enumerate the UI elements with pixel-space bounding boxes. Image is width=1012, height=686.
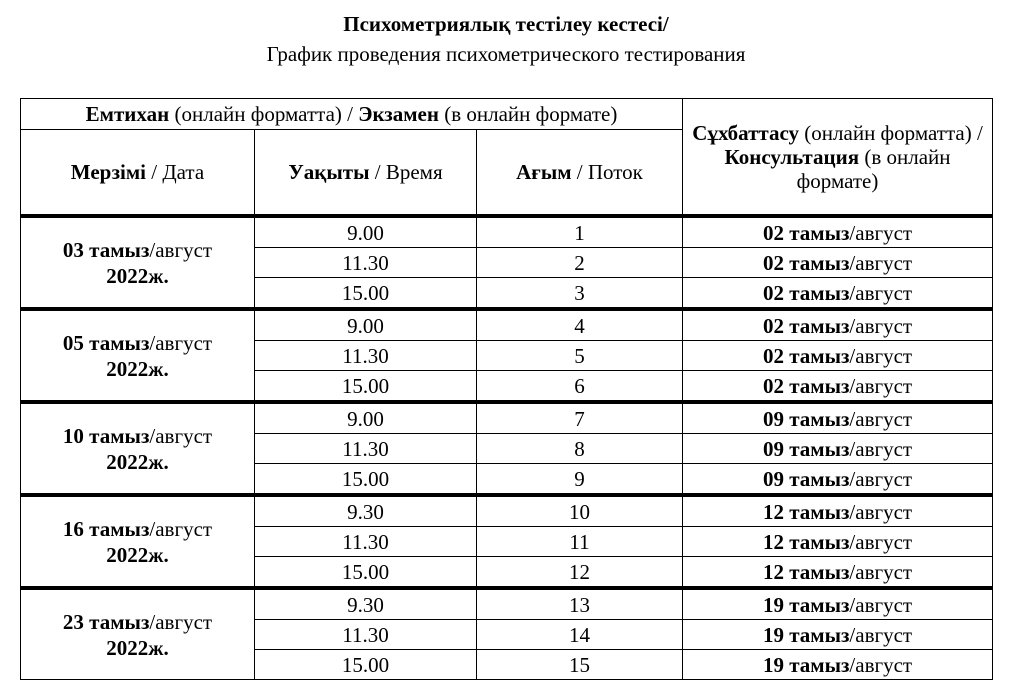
consultation-cell — [683, 402, 993, 434]
date-value: 03 тамыз — [62, 237, 150, 262]
date-suffix: /август — [149, 609, 213, 634]
table-row — [21, 309, 993, 341]
date-suffix: /август — [149, 516, 213, 541]
consultation-date: 12 тамыз — [762, 559, 850, 584]
stream-cell: 13 — [477, 588, 683, 620]
stream-column-header — [477, 130, 683, 217]
consultation-date: 02 тамыз — [762, 280, 850, 305]
consultation-cell — [683, 278, 993, 310]
consultation-suffix: /август — [849, 280, 913, 305]
date-year: 2022ж. — [106, 449, 169, 474]
consultation-date: 12 тамыз — [762, 529, 850, 554]
date-cell — [21, 216, 255, 309]
consultation-date: 19 тамыз — [762, 592, 850, 617]
stream-cell: 3 — [477, 278, 683, 310]
stream-cell: 14 — [477, 620, 683, 650]
consultation-suffix: /август — [849, 559, 913, 584]
consultation-suffix: /август — [849, 592, 913, 617]
time-cell: 11.30 — [255, 527, 477, 557]
consultation-cell — [683, 557, 993, 589]
consultation-cell — [683, 588, 993, 620]
time-cell: 15.00 — [255, 371, 477, 403]
consultation-date: 09 тамыз — [762, 406, 850, 431]
schedule-table — [20, 98, 993, 680]
consultation-date: 19 тамыз — [762, 622, 850, 647]
consultation-header-ru: Консультация — [724, 144, 860, 169]
table-row — [21, 402, 993, 434]
table-row — [21, 216, 993, 248]
consultation-cell — [683, 248, 993, 278]
stream-cell: 8 — [477, 434, 683, 464]
table-row — [21, 588, 993, 620]
time-header-kz: Уақыты — [288, 160, 370, 184]
date-column-header — [21, 130, 255, 217]
consultation-cell — [683, 216, 993, 248]
stream-cell: 11 — [477, 527, 683, 557]
date-value: 05 тамыз — [62, 330, 150, 355]
document-title: Психометриялық тестілеу кестесі/ — [343, 12, 669, 36]
consultation-cell — [683, 309, 993, 341]
consultation-header — [683, 99, 993, 217]
time-cell: 15.00 — [255, 278, 477, 310]
time-cell: 15.00 — [255, 464, 477, 496]
stream-cell: 12 — [477, 557, 683, 589]
consultation-suffix: /август — [849, 406, 913, 431]
date-suffix: /август — [149, 237, 213, 262]
consultation-date: 02 тамыз — [762, 313, 850, 338]
consultation-cell — [683, 434, 993, 464]
consultation-date: 09 тамыз — [762, 436, 850, 461]
exam-header-kz: Емтихан — [85, 102, 170, 126]
date-cell — [21, 588, 255, 680]
consultation-header-kz: Сұхбаттасу — [692, 120, 800, 145]
stream-cell: 1 — [477, 216, 683, 248]
time-header-ru: / Время — [369, 160, 443, 184]
date-year: 2022ж. — [106, 635, 169, 660]
document-subtitle: График проведения психометрического тестирования — [266, 42, 746, 66]
stream-cell: 6 — [477, 371, 683, 403]
consultation-header-ru-suffix: (в онлайн формате) — [796, 144, 951, 193]
consultation-suffix: /август — [849, 436, 913, 461]
stream-cell: 4 — [477, 309, 683, 341]
consultation-cell — [683, 650, 993, 680]
date-year: 2022ж. — [106, 542, 169, 567]
date-header-kz: Мерзімі — [70, 160, 146, 184]
exam-header-kz-suffix: (онлайн форматта) / — [169, 102, 359, 126]
time-cell: 11.30 — [255, 620, 477, 650]
time-cell: 11.30 — [255, 248, 477, 278]
consultation-cell — [683, 341, 993, 371]
date-value: 16 тамыз — [62, 516, 150, 541]
consultation-suffix: /август — [849, 373, 913, 398]
consultation-date: 19 тамыз — [762, 652, 850, 677]
time-cell: 15.00 — [255, 557, 477, 589]
exam-header — [21, 99, 683, 130]
time-cell: 9.30 — [255, 495, 477, 527]
exam-header-ru-suffix: (в онлайн формате) — [438, 102, 618, 126]
date-cell — [21, 309, 255, 402]
consultation-suffix: /август — [849, 466, 913, 491]
time-cell: 9.00 — [255, 402, 477, 434]
consultation-cell — [683, 495, 993, 527]
consultation-suffix: /август — [849, 313, 913, 338]
stream-cell: 7 — [477, 402, 683, 434]
stream-cell: 10 — [477, 495, 683, 527]
consultation-cell — [683, 464, 993, 496]
time-cell: 9.30 — [255, 588, 477, 620]
time-column-header — [255, 130, 477, 217]
date-suffix: /август — [149, 423, 213, 448]
stream-cell: 5 — [477, 341, 683, 371]
stream-cell: 2 — [477, 248, 683, 278]
consultation-cell — [683, 371, 993, 403]
consultation-date: 02 тамыз — [762, 343, 850, 368]
consultation-cell — [683, 527, 993, 557]
time-cell: 15.00 — [255, 650, 477, 680]
consultation-suffix: /август — [849, 529, 913, 554]
consultation-date: 09 тамыз — [762, 466, 850, 491]
consultation-suffix: /август — [849, 343, 913, 368]
consultation-suffix: /август — [849, 499, 913, 524]
date-year: 2022ж. — [106, 356, 169, 381]
table-row — [21, 495, 993, 527]
consultation-date: 02 тамыз — [762, 250, 850, 275]
consultation-date: 02 тамыз — [762, 373, 850, 398]
time-cell: 9.00 — [255, 216, 477, 248]
consultation-cell — [683, 620, 993, 650]
stream-header-kz: Ағым — [516, 160, 572, 184]
date-suffix: /август — [149, 330, 213, 355]
schedule-body — [21, 216, 993, 680]
time-cell: 9.00 — [255, 309, 477, 341]
consultation-header-kz-suffix: (онлайн форматта) / — [799, 120, 983, 145]
consultation-date: 02 тамыз — [762, 220, 850, 245]
consultation-suffix: /август — [849, 622, 913, 647]
date-value: 10 тамыз — [62, 423, 150, 448]
stream-cell: 15 — [477, 650, 683, 680]
time-cell: 11.30 — [255, 341, 477, 371]
consultation-suffix: /август — [849, 250, 913, 275]
date-value: 23 тамыз — [62, 609, 150, 634]
stream-header-ru: / Поток — [571, 160, 643, 184]
consultation-suffix: /август — [849, 220, 913, 245]
consultation-suffix: /август — [849, 652, 913, 677]
date-cell — [21, 402, 255, 495]
date-year: 2022ж. — [106, 263, 169, 288]
exam-header-ru: Экзамен — [358, 102, 439, 126]
date-header-ru: / Дата — [146, 160, 205, 184]
stream-cell: 9 — [477, 464, 683, 496]
consultation-date: 12 тамыз — [762, 499, 850, 524]
date-cell — [21, 495, 255, 588]
time-cell: 11.30 — [255, 434, 477, 464]
